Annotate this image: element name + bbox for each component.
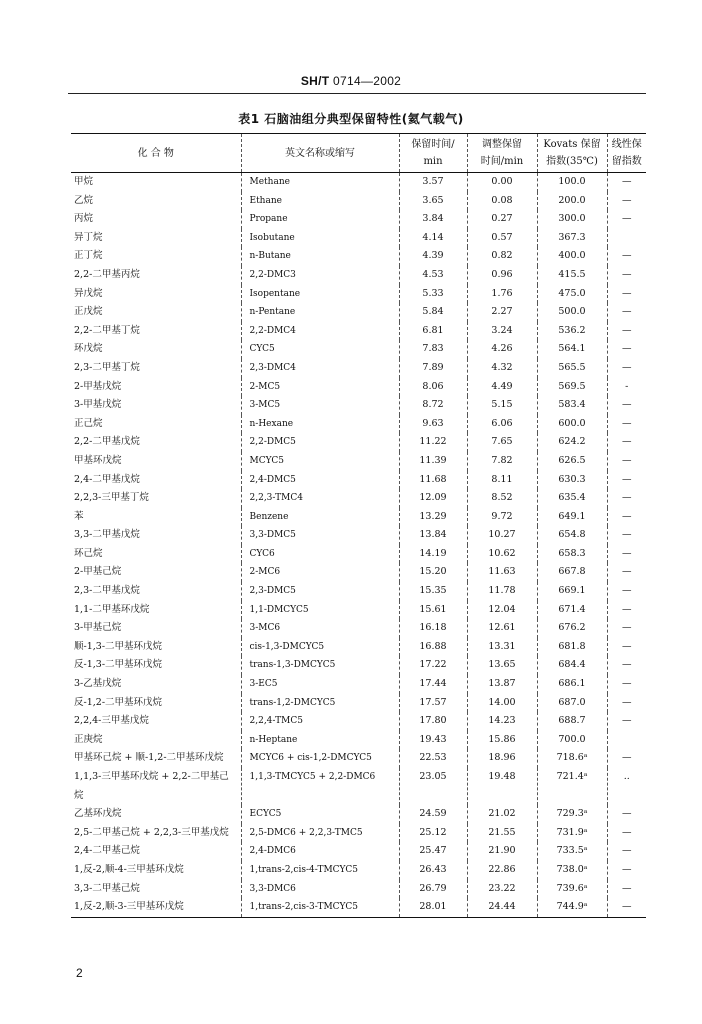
compound-name-cell: 正己烷 (74, 417, 103, 429)
retention-time-cell: 26.43 (399, 861, 467, 880)
adjusted-retention-cell: 11.63 (467, 563, 537, 582)
kovats-index-cell: 731.9ᵃ (537, 824, 607, 843)
retention-time-cell: 26.79 (399, 880, 467, 899)
kovats-index-cell: 500.0 (537, 303, 607, 322)
col-linear-index: 线性保 留指数 (607, 134, 646, 173)
compound-name-cell: 环戊烷 (74, 343, 103, 355)
english-name-cell: 3,3-DMC6 (241, 880, 399, 899)
retention-time-cell: 4.53 (399, 266, 467, 285)
kovats-index-cell: 686.1 (537, 675, 607, 694)
linear-index-cell: — (607, 694, 646, 713)
col-adjusted-retention: 调整保留 时间/min (467, 134, 537, 173)
retention-time-cell: 13.84 (399, 526, 467, 545)
english-name-cell: MCYC6 + cis-1,2-DMCYC5 (241, 749, 399, 768)
english-name-cell: 2,5-DMC6 + 2,2,3-TMC5 (241, 824, 399, 843)
linear-index-cell: — (607, 712, 646, 731)
table-row (71, 471, 646, 490)
english-name-cell: 2-MC6 (241, 563, 399, 582)
kovats-index-cell: 200.0 (537, 192, 607, 211)
compound-name-cell: 3,3-二甲基戊烷 (74, 529, 140, 541)
english-name-cell: 2,2,3-TMC4 (241, 489, 399, 508)
english-name-cell: Isopentane (241, 285, 399, 304)
retention-time-cell: 3.57 (399, 173, 467, 192)
compound-name-cell: 乙基环戊烷 (74, 808, 122, 820)
kovats-index-cell: 624.2 (537, 433, 607, 452)
kovats-index-cell: 635.4 (537, 489, 607, 508)
retention-time-cell: 11.39 (399, 452, 467, 471)
adjusted-retention-cell: 21.90 (467, 842, 537, 861)
linear-index-cell: — (607, 415, 646, 434)
retention-time-cell: 7.89 (399, 359, 467, 378)
compound-name-cell: 3-甲基己烷 (74, 622, 122, 634)
kovats-index-cell: 667.8 (537, 563, 607, 582)
linear-index-cell: - (607, 378, 646, 397)
table-row (71, 601, 646, 620)
table-row (71, 731, 646, 750)
adjusted-retention-cell: 3.24 (467, 322, 537, 341)
kovats-index-cell: 688.7 (537, 712, 607, 731)
english-name-cell: 1,1-DMCYC5 (241, 601, 399, 620)
linear-index-cell: — (607, 266, 646, 285)
linear-index-cell: — (607, 638, 646, 657)
kovats-index-cell: 569.5 (537, 378, 607, 397)
adjusted-retention-cell: 24.44 (467, 898, 537, 917)
english-name-cell: 2-MC5 (241, 378, 399, 397)
english-name-cell: ECYC5 (241, 805, 399, 824)
retention-time-cell: 15.35 (399, 582, 467, 601)
linear-index-cell: — (607, 452, 646, 471)
compound-name-cell: 1,1,3-三甲基环戊烷 + 2,2-二甲基己烷 (74, 771, 229, 801)
linear-index-cell: — (607, 247, 646, 266)
table-row (71, 303, 646, 322)
english-name-cell: CYC6 (241, 545, 399, 564)
adjusted-retention-cell: 0.08 (467, 192, 537, 211)
english-name-cell: Isobutane (241, 229, 399, 248)
kovats-index-cell: 415.5 (537, 266, 607, 285)
retention-time-cell: 22.53 (399, 749, 467, 768)
linear-index-cell: — (607, 861, 646, 880)
kovats-index-cell: 721.4ᵃ (537, 768, 607, 805)
adjusted-retention-cell: 8.52 (467, 489, 537, 508)
retention-time-cell: 19.43 (399, 731, 467, 750)
compound-name-cell: 3-乙基戊烷 (74, 678, 122, 690)
adjusted-retention-cell: 23.22 (467, 880, 537, 899)
compound-name-cell: 乙烷 (74, 194, 94, 206)
table-row (71, 266, 646, 285)
english-name-cell: n-Heptane (241, 731, 399, 750)
table-row (71, 526, 646, 545)
adjusted-retention-cell: 9.72 (467, 508, 537, 527)
compound-name-cell: 正庚烷 (74, 733, 103, 745)
english-name-cell: Ethane (241, 192, 399, 211)
english-name-cell: 2,3-DMC4 (241, 359, 399, 378)
kovats-index-cell: 564.1 (537, 340, 607, 359)
compound-name-cell: 异丁烷 (74, 231, 103, 243)
kovats-index-cell: 583.4 (537, 396, 607, 415)
compound-name-cell: 2,2-二甲基戊烷 (74, 436, 140, 448)
adjusted-retention-cell: 15.86 (467, 731, 537, 750)
table-row (71, 768, 646, 805)
kovats-index-cell: 654.8 (537, 526, 607, 545)
compound-name-cell: 1,反-2,顺-3-三甲基环戊烷 (71, 898, 241, 917)
compound-name-cell: 2,4-二甲基戊烷 (74, 473, 140, 485)
linear-index-cell: — (607, 675, 646, 694)
compound-name-cell: 2,5-二甲基己烷 + 2,2,3-三甲基戊烷 (74, 826, 229, 838)
kovats-index-cell: 475.0 (537, 285, 607, 304)
kovats-index-cell: 658.3 (537, 545, 607, 564)
kovats-index-cell: 700.0 (537, 731, 607, 750)
retention-time-cell: 25.12 (399, 824, 467, 843)
table-row (71, 247, 646, 266)
retention-time-cell: 13.29 (399, 508, 467, 527)
english-name-cell: CYC5 (241, 340, 399, 359)
compound-name-cell: 甲基环戊烷 (74, 454, 122, 466)
table-row (71, 210, 646, 229)
adjusted-retention-cell: 10.62 (467, 545, 537, 564)
english-name-cell: Propane (241, 210, 399, 229)
compound-name-cell: 反-1,3-二甲基环戊烷 (74, 659, 163, 671)
linear-index-cell: — (607, 563, 646, 582)
linear-index-cell: — (607, 322, 646, 341)
compound-name-cell: 2,4-二甲基己烷 (74, 845, 140, 857)
linear-index-cell: — (607, 601, 646, 620)
english-name-cell: n-Hexane (241, 415, 399, 434)
compound-name-cell: 2,2-二甲基丁烷 (74, 324, 140, 336)
table-body (71, 173, 646, 918)
english-name-cell: 3-MC5 (241, 396, 399, 415)
linear-index-cell (607, 229, 646, 248)
retention-time-cell: 28.01 (399, 898, 467, 917)
table-row (71, 805, 646, 824)
linear-index-cell: — (607, 582, 646, 601)
table-row (71, 842, 646, 861)
retention-time-cell: 11.22 (399, 433, 467, 452)
english-name-cell: 3-MC6 (241, 619, 399, 638)
kovats-index-cell: 718.6ᵃ (537, 749, 607, 768)
adjusted-retention-cell: 4.32 (467, 359, 537, 378)
table-row (71, 396, 646, 415)
kovats-index-cell: 729.3ᵃ (537, 805, 607, 824)
linear-index-cell: — (607, 359, 646, 378)
retention-time-cell: 17.44 (399, 675, 467, 694)
kovats-index-cell: 738.0ᵃ (537, 861, 607, 880)
linear-index-cell: — (607, 526, 646, 545)
table-row (71, 749, 646, 768)
english-name-cell: 1,1,3-TMCYC5 + 2,2-DMC6 (241, 768, 399, 805)
compound-name-cell: 2,2-二甲基丙烷 (74, 268, 140, 280)
kovats-index-cell: 536.2 (537, 322, 607, 341)
adjusted-retention-cell: 0.96 (467, 266, 537, 285)
adjusted-retention-cell: 19.48 (467, 768, 537, 805)
adjusted-retention-cell: 12.04 (467, 601, 537, 620)
compound-name-cell: 1,反-2,顺-4-三甲基环戊烷 (74, 863, 184, 875)
kovats-index-cell: 400.0 (537, 247, 607, 266)
retention-time-cell: 24.59 (399, 805, 467, 824)
table-row (71, 415, 646, 434)
adjusted-retention-cell: 0.57 (467, 229, 537, 248)
english-name-cell: MCYC5 (241, 452, 399, 471)
compound-name-cell: 2,3-二甲基戊烷 (74, 585, 140, 597)
linear-index-cell: — (607, 824, 646, 843)
linear-index-cell: — (607, 545, 646, 564)
table-row (71, 285, 646, 304)
table-row (71, 359, 646, 378)
kovats-index-cell: 100.0 (537, 173, 607, 192)
english-name-cell: cis-1,3-DMCYC5 (241, 638, 399, 657)
table-row (71, 545, 646, 564)
linear-index-cell: — (607, 340, 646, 359)
table-row (71, 619, 646, 638)
retention-time-cell: 12.09 (399, 489, 467, 508)
adjusted-retention-cell: 0.27 (467, 210, 537, 229)
table-row (71, 378, 646, 397)
english-name-cell: Benzene (241, 508, 399, 527)
english-name-cell: 1,trans-2,cis-3-TMCYC5 (241, 898, 399, 917)
linear-index-cell: — (607, 842, 646, 861)
english-name-cell: 2,2,4-TMC5 (241, 712, 399, 731)
adjusted-retention-cell: 13.87 (467, 675, 537, 694)
table-row (71, 192, 646, 211)
kovats-index-cell: 565.5 (537, 359, 607, 378)
linear-index-cell: — (607, 749, 646, 768)
adjusted-retention-cell: 1.76 (467, 285, 537, 304)
linear-index-cell: — (607, 303, 646, 322)
kovats-index-cell: 630.3 (537, 471, 607, 490)
adjusted-retention-cell: 13.65 (467, 656, 537, 675)
linear-index-cell: — (607, 471, 646, 490)
adjusted-retention-cell: 13.31 (467, 638, 537, 657)
linear-index-cell: — (607, 805, 646, 824)
retention-time-cell: 17.57 (399, 694, 467, 713)
compound-name-cell: 2,3-二甲基丁烷 (74, 361, 140, 373)
english-name-cell: 2,2-DMC3 (241, 266, 399, 285)
retention-time-cell: 16.18 (399, 619, 467, 638)
kovats-index-cell: 733.5ᵃ (537, 842, 607, 861)
compound-name-cell: 反-1,2-二甲基环戊烷 (74, 696, 163, 708)
linear-index-cell: — (607, 285, 646, 304)
table-row (71, 173, 646, 192)
retention-time-cell: 4.14 (399, 229, 467, 248)
linear-index-cell: — (607, 619, 646, 638)
retention-time-cell: 5.84 (399, 303, 467, 322)
table-row (71, 861, 646, 880)
kovats-index-cell: 669.1 (537, 582, 607, 601)
kovats-index-cell: 671.4 (537, 601, 607, 620)
linear-index-cell: — (607, 192, 646, 211)
adjusted-retention-cell: 21.02 (467, 805, 537, 824)
english-name-cell: 2,2-DMC4 (241, 322, 399, 341)
table-row (71, 563, 646, 582)
col-retention-time: 保留时间/ min (399, 134, 467, 173)
table-row (71, 452, 646, 471)
english-name-cell: 2,4-DMC5 (241, 471, 399, 490)
compound-name-cell: 异戊烷 (74, 287, 103, 299)
english-name-cell: 2,2-DMC5 (241, 433, 399, 452)
adjusted-retention-cell: 0.82 (467, 247, 537, 266)
retention-time-cell: 14.19 (399, 545, 467, 564)
table-row (71, 508, 646, 527)
retention-time-cell: 7.83 (399, 340, 467, 359)
table-row (71, 489, 646, 508)
retention-time-cell: 15.61 (399, 601, 467, 620)
compound-name-cell: 2-甲基己烷 (74, 566, 122, 578)
page-number: 2 (76, 966, 83, 980)
english-name-cell: 2,3-DMC5 (241, 582, 399, 601)
compound-name-cell: 甲基环己烷 + 顺-1,2-二甲基环戊烷 (74, 752, 224, 764)
compound-name-cell: 正戊烷 (74, 306, 103, 318)
retention-time-cell: 5.33 (399, 285, 467, 304)
retention-time-cell: 16.88 (399, 638, 467, 657)
col-english-name: 英文名称或缩写 (241, 134, 399, 173)
english-name-cell: n-Butane (241, 247, 399, 266)
kovats-index-cell: 739.6ᵃ (537, 880, 607, 899)
adjusted-retention-cell: 22.86 (467, 861, 537, 880)
retention-time-cell: 8.06 (399, 378, 467, 397)
retention-table (71, 133, 646, 918)
kovats-index-cell: 649.1 (537, 508, 607, 527)
compound-name-cell: 3,3-二甲基己烷 (74, 882, 140, 894)
table-row (71, 322, 646, 341)
english-name-cell: 3-EC5 (241, 675, 399, 694)
kovats-index-cell: 681.8 (537, 638, 607, 657)
linear-index-cell: — (607, 508, 646, 527)
compound-name-cell: 1,1-二甲基环戊烷 (74, 603, 150, 615)
retention-time-cell: 8.72 (399, 396, 467, 415)
adjusted-retention-cell: 4.49 (467, 378, 537, 397)
kovats-index-cell: 300.0 (537, 210, 607, 229)
compound-name-cell: 3-甲基戊烷 (74, 399, 122, 411)
standard-number: 0714—2002 (333, 74, 402, 88)
adjusted-retention-cell: 0.00 (467, 173, 537, 192)
compound-name-cell: 顺-1,3-二甲基环戊烷 (74, 640, 163, 652)
table-row (71, 433, 646, 452)
adjusted-retention-cell: 7.82 (467, 452, 537, 471)
linear-index-cell: — (607, 396, 646, 415)
retention-time-cell: 11.68 (399, 471, 467, 490)
english-name-cell: trans-1,2-DMCYC5 (241, 694, 399, 713)
retention-time-cell: 15.20 (399, 563, 467, 582)
table-row (71, 880, 646, 899)
retention-time-cell: 3.84 (399, 210, 467, 229)
table-row (71, 712, 646, 731)
adjusted-retention-cell: 4.26 (467, 340, 537, 359)
english-name-cell: 1,trans-2,cis-4-TMCYC5 (241, 861, 399, 880)
retention-time-cell: 23.05 (399, 768, 467, 805)
compound-name-cell: 2,2,4-三甲基戊烷 (74, 715, 149, 727)
table-row (71, 638, 646, 657)
adjusted-retention-cell: 11.78 (467, 582, 537, 601)
retention-time-cell: 9.63 (399, 415, 467, 434)
linear-index-cell: — (607, 489, 646, 508)
col-compound: 化 合 物 (71, 134, 241, 173)
linear-index-cell: — (607, 210, 646, 229)
retention-time-cell: 6.81 (399, 322, 467, 341)
english-name-cell: 3,3-DMC5 (241, 526, 399, 545)
table-row (71, 898, 646, 917)
retention-time-cell: 25.47 (399, 842, 467, 861)
english-name-cell: n-Pentane (241, 303, 399, 322)
table-row (71, 229, 646, 248)
linear-index-cell: — (607, 656, 646, 675)
linear-index-cell: .. (607, 768, 646, 805)
adjusted-retention-cell: 14.23 (467, 712, 537, 731)
header-rule (68, 93, 646, 94)
kovats-index-cell: 626.5 (537, 452, 607, 471)
adjusted-retention-cell: 6.06 (467, 415, 537, 434)
table-row (71, 694, 646, 713)
retention-time-cell: 17.22 (399, 656, 467, 675)
adjusted-retention-cell: 8.11 (467, 471, 537, 490)
table-row (71, 340, 646, 359)
kovats-index-cell: 600.0 (537, 415, 607, 434)
adjusted-retention-cell: 10.27 (467, 526, 537, 545)
linear-index-cell: — (607, 433, 646, 452)
linear-index-cell (607, 731, 646, 750)
compound-name-cell: 苯 (74, 510, 84, 522)
adjusted-retention-cell: 18.96 (467, 749, 537, 768)
adjusted-retention-cell: 2.27 (467, 303, 537, 322)
adjusted-retention-cell: 21.55 (467, 824, 537, 843)
kovats-index-cell: 687.0 (537, 694, 607, 713)
compound-name-cell: 2,2,3-三甲基丁烷 (74, 492, 149, 504)
standard-code: SH/T (300, 74, 330, 88)
adjusted-retention-cell: 5.15 (467, 396, 537, 415)
compound-name-cell: 2-甲基戊烷 (74, 380, 122, 392)
table-row (71, 582, 646, 601)
retention-time-cell: 4.39 (399, 247, 467, 266)
page-header (0, 74, 702, 88)
english-name-cell: trans-1,3-DMCYC5 (241, 656, 399, 675)
linear-index-cell: — (607, 880, 646, 899)
kovats-index-cell: 744.9ᵃ (537, 898, 607, 917)
table-row (71, 656, 646, 675)
compound-name-cell: 环己烷 (74, 547, 103, 559)
adjusted-retention-cell: 12.61 (467, 619, 537, 638)
kovats-index-cell: 684.4 (537, 656, 607, 675)
kovats-index-cell: 367.3 (537, 229, 607, 248)
adjusted-retention-cell: 14.00 (467, 694, 537, 713)
table-row (71, 675, 646, 694)
col-kovats-index: Kovats 保留 指数(35℃) (537, 134, 607, 173)
compound-name-cell: 甲烷 (74, 176, 94, 187)
adjusted-retention-cell: 7.65 (467, 433, 537, 452)
compound-name-cell: 正丁烷 (74, 250, 103, 262)
table-caption: 表1 石脑油组分典型保留特性(氦气载气) (238, 112, 464, 126)
linear-index-cell: — (607, 898, 646, 917)
linear-index-cell: — (607, 173, 646, 192)
table-header (71, 134, 646, 173)
table-row (71, 824, 646, 843)
kovats-index-cell: 676.2 (537, 619, 607, 638)
retention-time-cell: 17.80 (399, 712, 467, 731)
english-name-cell: Methane (241, 173, 399, 192)
english-name-cell: 2,4-DMC6 (241, 842, 399, 861)
compound-name-cell: 丙烷 (74, 213, 94, 225)
retention-time-cell: 3.65 (399, 192, 467, 211)
